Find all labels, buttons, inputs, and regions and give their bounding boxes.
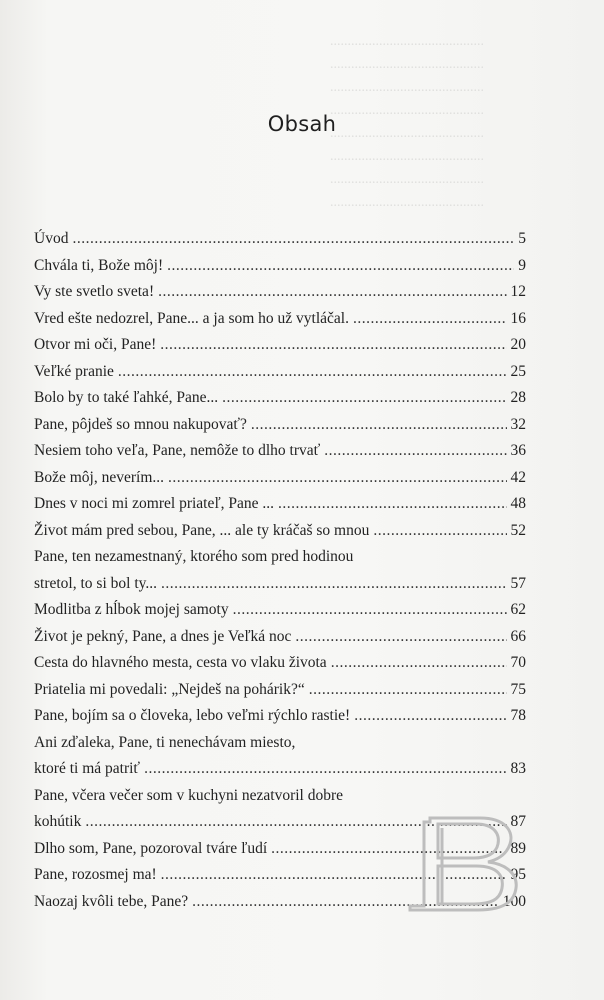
toc-entry-page-number: 83	[510, 760, 526, 777]
toc-entry-title-line1: Pane, ten nezamestnaný, ktorého som pred hodinou	[34, 548, 354, 565]
toc-entry	[34, 491, 526, 518]
toc-entry-page-number: 5	[518, 230, 526, 247]
toc-entry-title: Vred ešte nedozrel, Pane... a ja som ho už vytláčal.	[34, 309, 349, 327]
toc-entry-row	[34, 306, 526, 333]
toc-entry-row	[34, 518, 526, 545]
dot-leader	[158, 279, 506, 306]
toc-entry-page-number: 95	[510, 866, 526, 883]
toc-entry-title: Pane, pôjdeš so mnou nakupovať?	[34, 415, 247, 433]
dot-leader	[167, 253, 514, 280]
toc-entry-title: Cesta do hlavného mesta, cesta vo vlaku života	[34, 654, 327, 671]
show-through-text: ............................................ ............................................ ............................................ ............................................ ............................................ ............................................ ............................................ ............................................	[330, 34, 484, 210]
toc-entry-title: Chvála ti, Bože môj!	[34, 256, 164, 274]
toc-entry-row	[34, 385, 526, 412]
toc-entry	[34, 650, 526, 677]
toc-entry-row	[34, 412, 526, 439]
dot-leader	[295, 624, 506, 651]
toc-entry-row	[34, 624, 526, 651]
dot-leader	[373, 518, 506, 545]
toc-entry-title: Život je pekný, Pane, a dnes je Veľká noc	[34, 627, 292, 645]
toc-entry-row	[34, 650, 526, 677]
toc-entry	[34, 306, 526, 333]
toc-entry-page-number: 25	[510, 362, 526, 380]
toc-entry	[34, 465, 526, 492]
dot-leader	[161, 571, 507, 598]
dot-leader	[353, 306, 507, 333]
toc-entry	[34, 412, 526, 439]
dot-leader	[278, 491, 506, 518]
toc-entry	[34, 359, 526, 386]
dot-leader	[354, 703, 506, 730]
toc-entry-row	[34, 491, 526, 518]
toc-entry-title: Nesiem toho veľa, Pane, nemôže to dlho trvať	[34, 442, 321, 459]
toc-entry	[34, 226, 526, 253]
toc-entry-page-number: 57	[510, 574, 526, 592]
toc-entry-row	[34, 438, 526, 465]
toc-entry-title-line1: Ani zďaleka, Pane, ti nenechávam miesto,	[34, 733, 296, 751]
toc-entry	[34, 624, 526, 651]
toc-entry-title: ktoré ti má patriť	[34, 760, 141, 777]
toc-entry	[34, 332, 526, 359]
toc-entry-title: Život mám pred sebou, Pane, ... ale ty kráčaš so mnou	[34, 521, 370, 539]
toc-entry-title: Dnes v noci mi zomrel priateľ, Pane ...	[34, 495, 275, 512]
toc-entry-title-line1: Pane, včera večer som v kuchyni nezatvoril dobre	[34, 786, 344, 804]
toc-entry-row	[34, 226, 526, 253]
toc-entry-page-number: 66	[510, 627, 526, 645]
toc-entry-row	[34, 703, 526, 730]
toc-entry-title: Modlitba z hĺbok mojej samoty	[34, 601, 229, 618]
toc-entry-page-number: 36	[510, 442, 526, 459]
publisher-watermark-logo	[402, 814, 538, 914]
toc-entry-page-number: 42	[510, 468, 526, 486]
dot-leader	[251, 412, 507, 439]
toc-entry-row	[34, 571, 526, 598]
toc-entry-row	[34, 279, 526, 306]
toc-entry-title: Otvor mi oči, Pane!	[34, 336, 157, 353]
toc-entry-page-number: 12	[510, 283, 526, 300]
toc-entry-title: Veľké pranie	[34, 362, 114, 380]
dot-leader	[118, 359, 507, 386]
toc-entry-page-number: 89	[510, 839, 526, 857]
dot-leader	[144, 756, 506, 783]
dot-leader	[168, 465, 507, 492]
toc-entry-title: kohútik	[34, 813, 82, 830]
dot-leader	[324, 438, 506, 465]
toc-entry-row	[34, 332, 526, 359]
toc-entry-page-number: 75	[510, 680, 526, 698]
toc-entry-page-number: 70	[510, 654, 526, 671]
toc-entry-page-number: 9	[518, 256, 526, 274]
toc-entry-title: Priatelia mi povedali: „Nejdeš na pohárik?“	[34, 680, 305, 698]
page-title: Obsah	[267, 112, 337, 136]
toc-entry-title: stretol, to si bol ty...	[34, 574, 157, 592]
toc-entry-title: Naozaj kvôli tebe, Pane?	[34, 892, 189, 910]
toc-entry	[34, 518, 526, 545]
toc-entry-title: Úvod	[34, 230, 69, 247]
toc-entry-row	[34, 253, 526, 280]
dot-leader	[160, 332, 506, 359]
toc-entry	[34, 279, 526, 306]
toc-entry-title: Dlho som, Pane, pozoroval tváre ľudí	[34, 839, 268, 857]
toc-entry	[34, 677, 526, 704]
toc-entry-row	[34, 359, 526, 386]
dot-leader	[72, 226, 514, 253]
toc-entry	[34, 597, 526, 624]
toc-entry-page-number: 20	[510, 336, 526, 353]
toc-entry-page-number: 62	[510, 601, 526, 618]
toc-entry-page-number: 100	[502, 892, 526, 910]
dot-leader	[233, 597, 507, 624]
toc-entry-row	[34, 465, 526, 492]
toc-entry-page-number: 87	[510, 813, 526, 830]
dot-leader	[222, 385, 506, 412]
toc-entry-title: Pane, rozosmej ma!	[34, 866, 157, 883]
toc-entry-page-number: 32	[510, 415, 526, 433]
toc-entry-title: Bolo by to také ľahké, Pane...	[34, 389, 219, 406]
dot-leader	[309, 677, 507, 704]
table-of-contents	[34, 226, 526, 915]
toc-entry-page-number: 16	[510, 309, 526, 327]
toc-entry-page-number: 48	[510, 495, 526, 512]
toc-entry-page-number: 78	[510, 707, 526, 724]
toc-entry	[34, 703, 526, 730]
toc-entry-row	[34, 677, 526, 704]
toc-entry	[34, 438, 526, 465]
toc-entry	[34, 544, 526, 597]
toc-entry-row	[34, 597, 526, 624]
toc-entry	[34, 253, 526, 280]
toc-entry-title: Pane, bojím sa o človeka, lebo veľmi rýchlo rastie!	[34, 707, 351, 724]
toc-entry	[34, 385, 526, 412]
toc-entry-title: Bože môj, neverím...	[34, 468, 164, 486]
toc-entry	[34, 730, 526, 783]
toc-entry-page-number: 28	[510, 389, 526, 406]
toc-entry-page-number: 52	[510, 521, 526, 539]
toc-entry-title: Vy ste svetlo sveta!	[34, 283, 155, 300]
dot-leader	[331, 650, 507, 677]
toc-entry-row	[34, 756, 526, 783]
